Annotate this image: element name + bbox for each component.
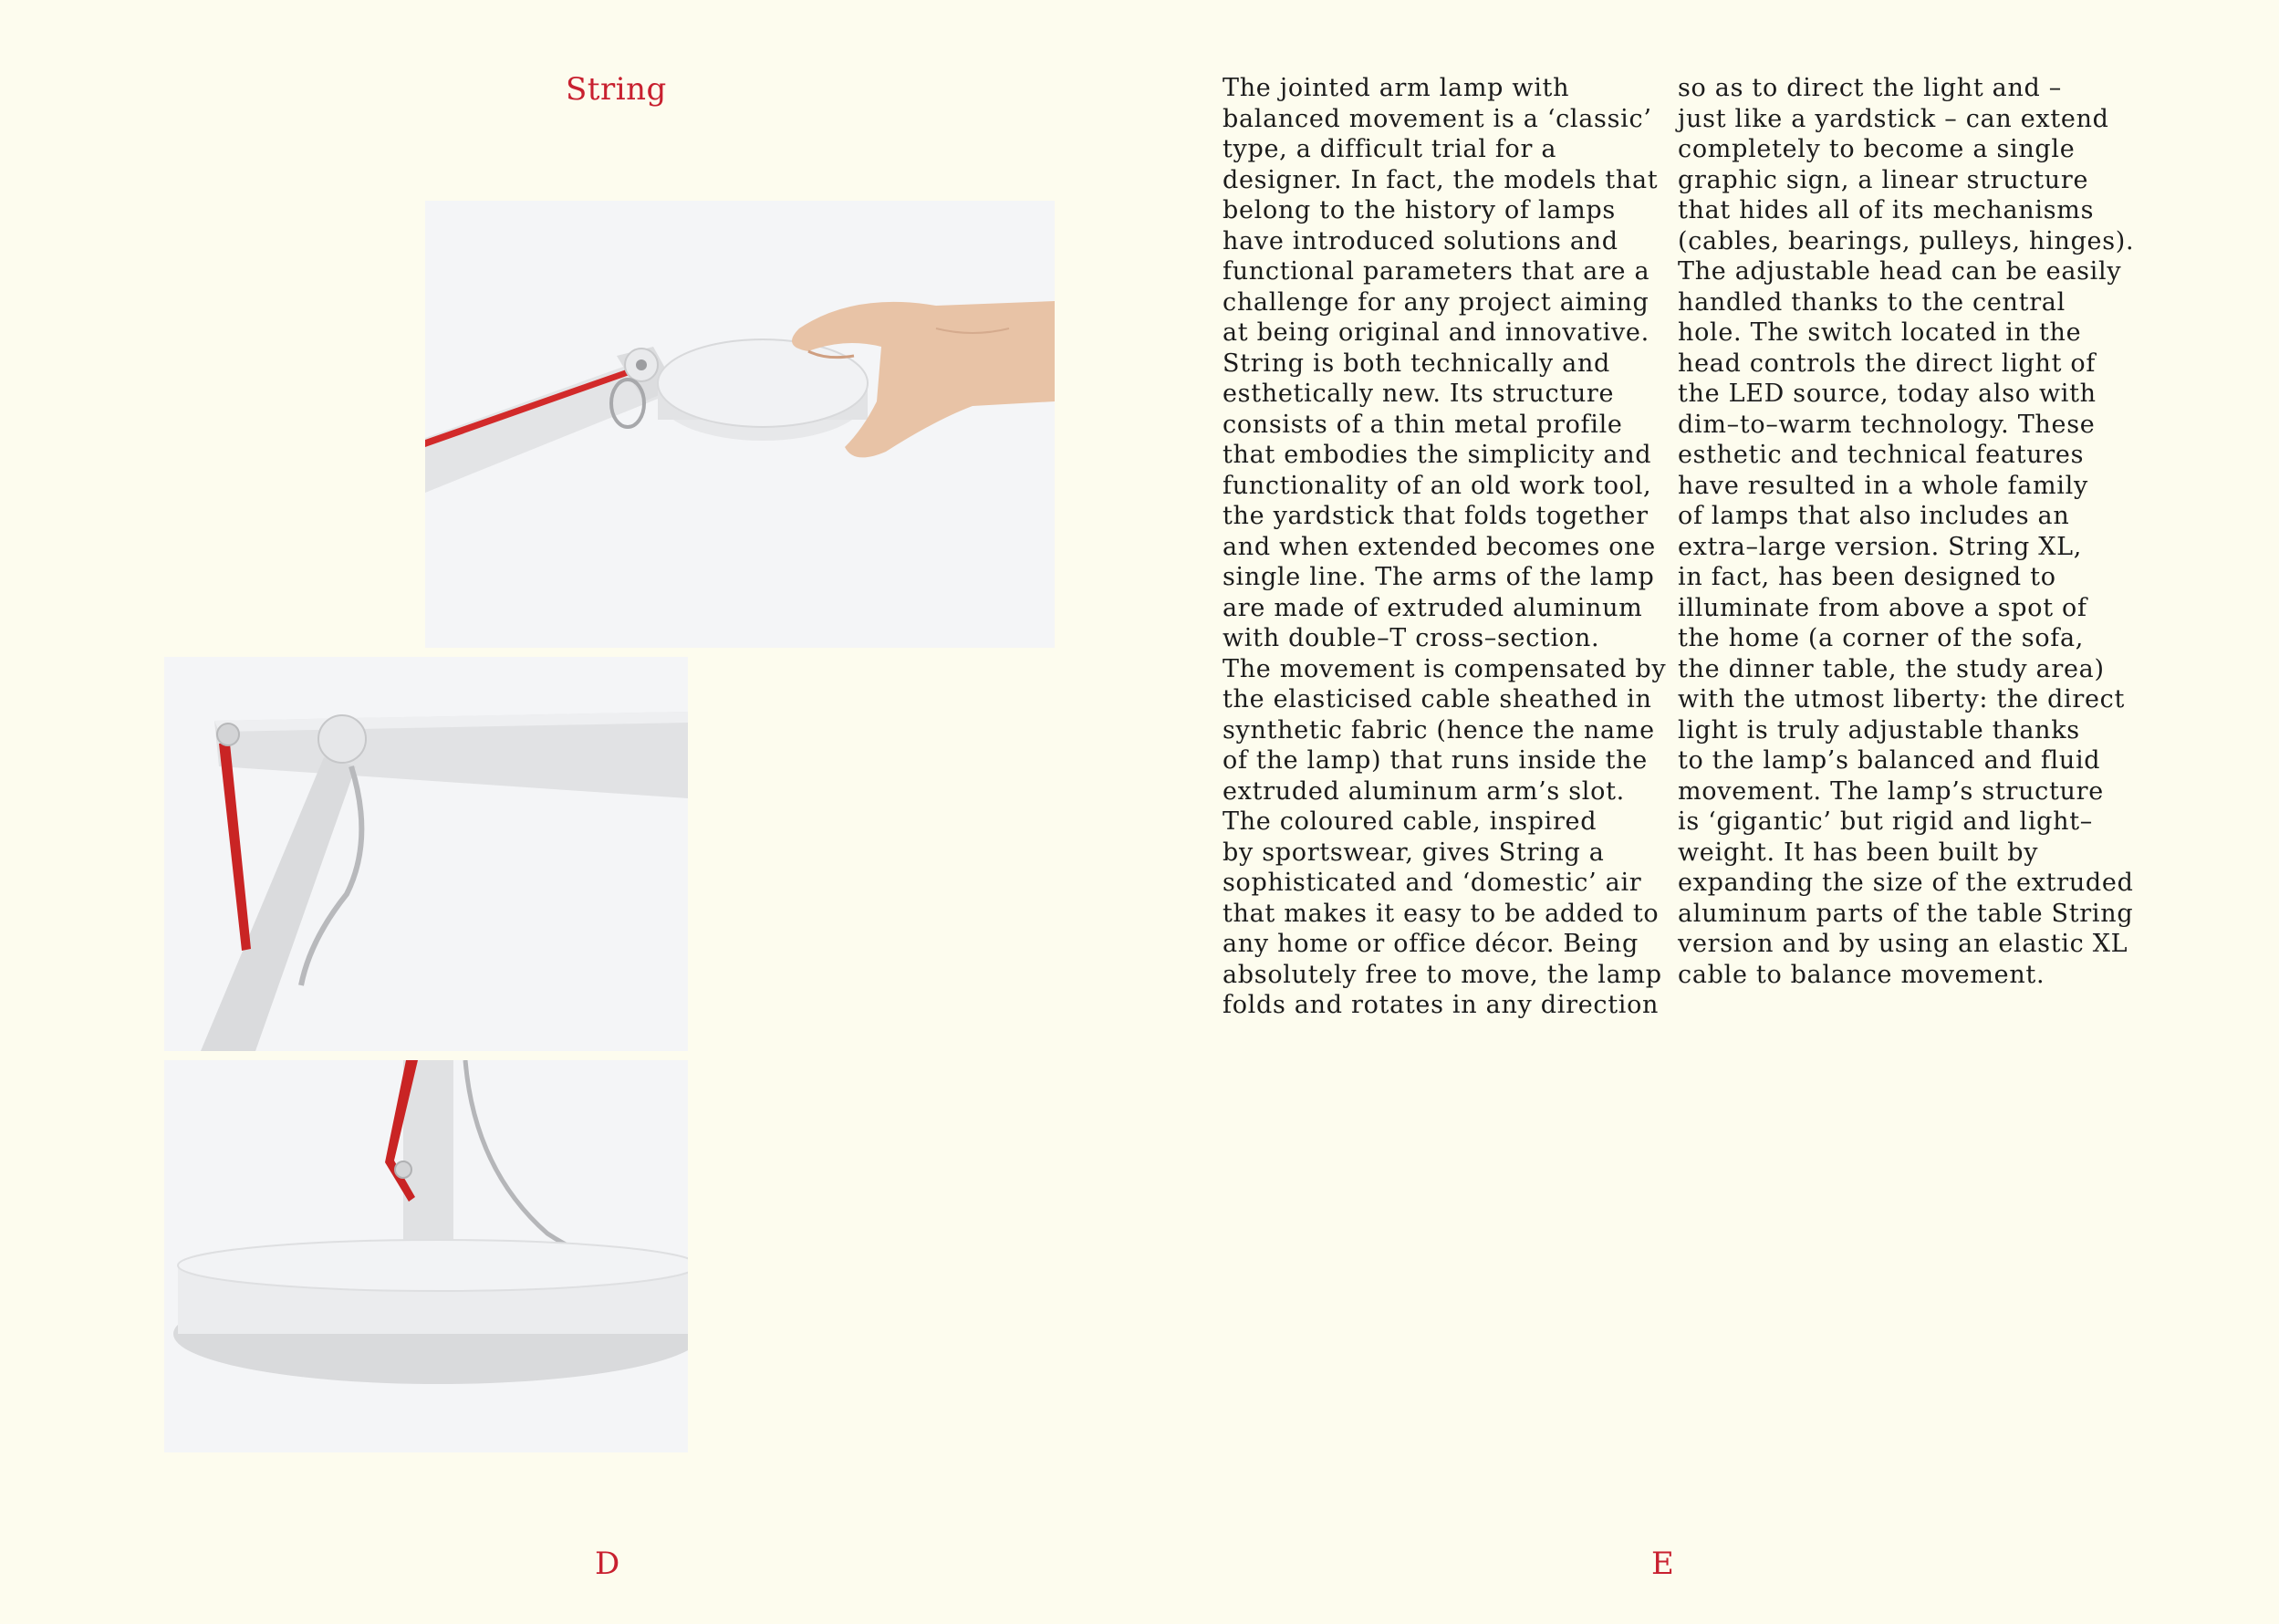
lamp-head-photo [425,201,1055,648]
body-text-column-2: so as to direct the light and – just like a yardstick – can extend completely to become a single graphic sign, a linear structure that hides all of its mechanisms (cables, bearings, pulleys, hinges). The adjustable head can be easily handled thanks to the central hole. The switch located in the head controls the direct light of the LED source, today also with dim–to–warm technology. These esthetic and technical features have resulted in a whole family of lamps that also includes an extra–large version. String XL, in fact, has been designed to illuminate from above a spot of the home (a corner of the sofa, the dinner table, the study area) with the utmost liberty: the direct light is truly adjustable thanks to the lamp’s balanced and fluid movement. The lamp’s structure is ‘gigantic’ but rigid and light– weight. It has been built by expanding the size of the extruded aluminum parts of the table String version and by using an elastic XL cable to balance movement. [1678,74,2135,989]
page-title: String [566,71,667,108]
lamp-arm-joint-photo [164,657,688,1051]
body-text-column-1: The jointed arm lamp with balanced movement is a ‘classic’ type, a difficult trial for a designer. In fact, the models that belong to the history of lamps have introduced solutions and functional parameters that are a challenge for any project aiming at being original and innovative. String is both technically and esthetically new. Its structure consists of a thin metal profile that embodies the simplicity and functionality of an old work tool, the yardstick that folds together and when extended becomes one single line. The arms of the lamp are made of extruded aluminum with double–T cross–section. The movement is compensated by the elasticised cable sheathed in synthetic fabric (hence the name of the lamp) that runs inside the extruded aluminum arm’s slot. The coloured cable, inspired by sportswear, gives String a sophisticated and ‘domestic’ air that makes it easy to be added to any home or office décor. Being absolutely free to move, the lamp folds and rotates in any direction [1223,74,1667,1019]
lamp-base-photo [164,1060,688,1452]
page-letter-left: D [595,1546,620,1582]
page-letter-right: E [1651,1546,1674,1582]
